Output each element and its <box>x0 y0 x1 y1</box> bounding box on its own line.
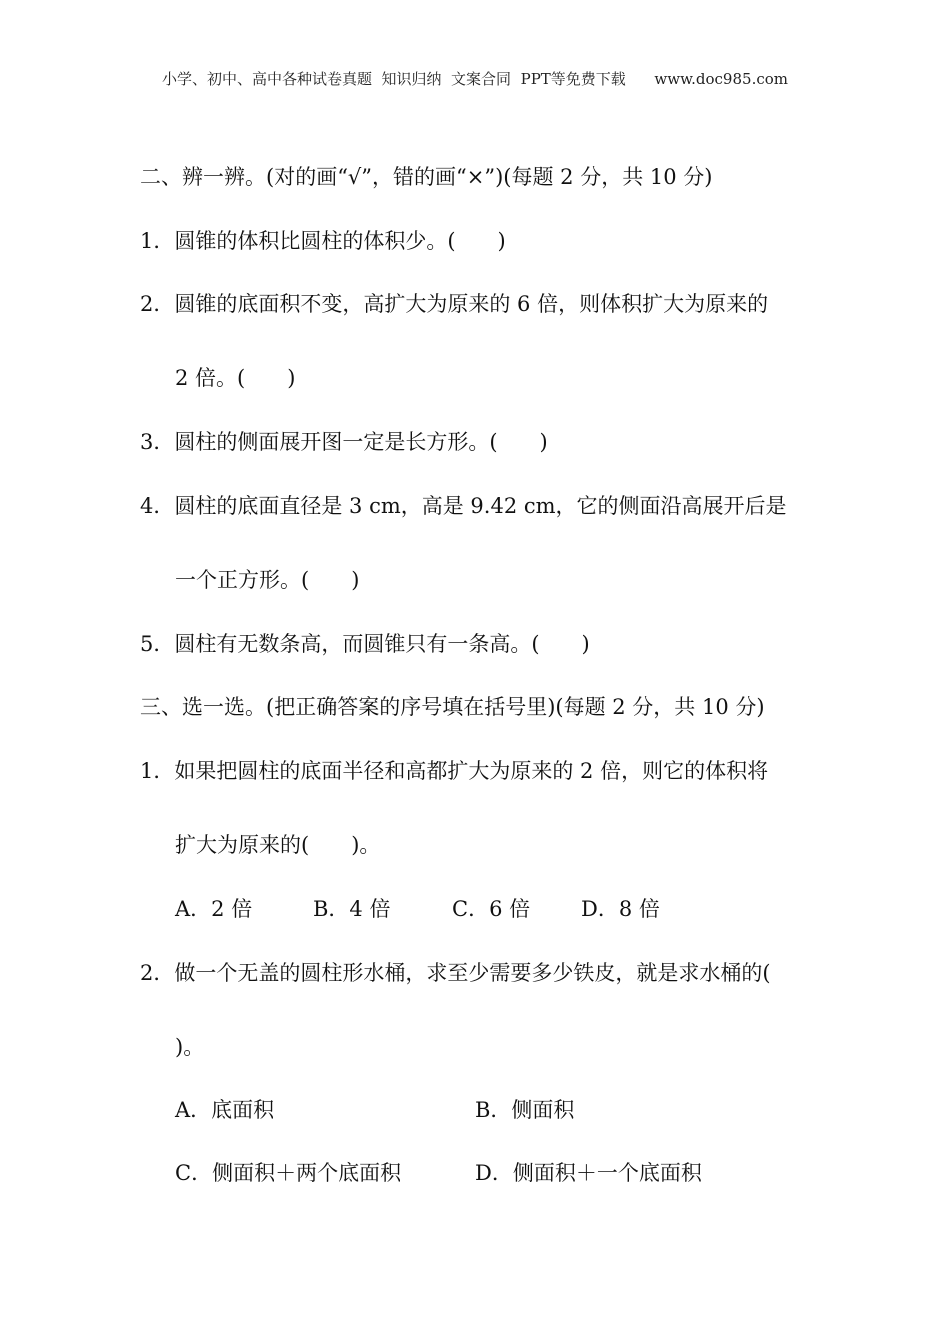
s2-item1: 1．圆锥的体积比圆柱的体积少。( ) <box>140 229 506 253</box>
section3-title: 三、选一选。(把正确答案的序号填在括号里)(每题 2 分，共 10 分) <box>140 695 765 719</box>
s3-q2-option-b: B．侧面积 <box>475 1098 575 1122</box>
s3-q2-option-c: C．侧面积＋两个底面积 <box>175 1161 402 1185</box>
s3-q1-option-a: A．2 倍 <box>175 897 253 921</box>
s3-q1-line2: 扩大为原来的( )。 <box>175 833 381 857</box>
s3-q2-option-d: D．侧面积＋一个底面积 <box>475 1161 702 1185</box>
s2-item2-line2: 2 倍。( ) <box>175 366 296 390</box>
page-header: 小学、初中、高中各种试卷真题 知识归纳 文案合同 PPT等免费下载 www.doc985.com <box>161 70 788 88</box>
s2-item5: 5．圆柱有无数条高，而圆锥只有一条高。( ) <box>140 632 590 656</box>
s3-q2-line1: 2．做一个无盖的圆柱形水桶，求至少需要多少铁皮，就是求水桶的( <box>140 961 771 985</box>
s3-q2-line2: )。 <box>175 1035 205 1059</box>
s3-q1-option-b: B．4 倍 <box>313 897 391 921</box>
s3-q1-option-c: C．6 倍 <box>452 897 531 921</box>
s3-q2-option-a: A．底面积 <box>175 1098 275 1122</box>
s2-item3: 3．圆柱的侧面展开图一定是长方形。( ) <box>140 430 548 454</box>
s3-q1-line1: 1．如果把圆柱的底面半径和高都扩大为原来的 2 倍，则它的体积将 <box>140 759 769 783</box>
s2-item4-line2: 一个正方形。( ) <box>175 568 360 592</box>
s2-item2-line1: 2．圆锥的底面积不变，高扩大为原来的 6 倍，则体积扩大为原来的 <box>140 292 769 316</box>
s2-item4-line1: 4．圆柱的底面直径是 3 cm，高是 9.42 cm，它的侧面沿高展开后是 <box>140 494 787 518</box>
s3-q1-option-d: D．8 倍 <box>581 897 660 921</box>
section2-title: 二、辨一辨。(对的画“√”，错的画“×”)(每题 2 分，共 10 分) <box>140 165 713 189</box>
